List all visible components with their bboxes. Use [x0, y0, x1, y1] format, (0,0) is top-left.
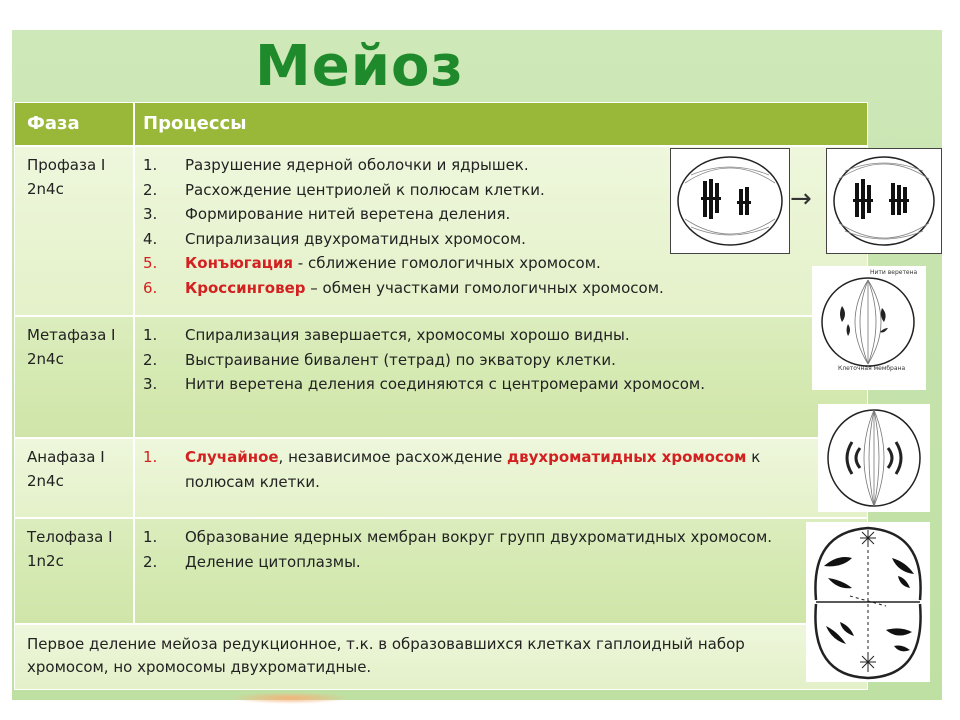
- spindle-label: Нити веретена: [870, 269, 918, 276]
- membrane-label: Клеточная мембрана: [838, 365, 906, 372]
- list-item: 4. Спирализация двухроматидных хромосом.: [143, 229, 526, 248]
- telophase-cell-diagram: [806, 522, 930, 682]
- list-item: 1. Разрушение ядерной оболочки и ядрышек.: [143, 156, 529, 174]
- process-list: [143, 323, 705, 397]
- process-list: [143, 525, 772, 574]
- arrow-icon: →: [790, 184, 812, 214]
- phase-formula: 1n2c: [27, 552, 64, 570]
- header-phase: Фаза: [27, 113, 80, 134]
- prophase-cell-diagram-1: [670, 148, 790, 254]
- footer-text: [27, 633, 807, 679]
- footer-line: Первое деление мейоза редукционное, т.к. в образовавшихся клетках гаплоидный набор: [27, 635, 745, 653]
- list-item: 5. Конъюгация - сближение гомологичных хромосом.: [143, 254, 601, 272]
- list-item: 1. Образование ядерных мембран вокруг групп двухроматидных хромосом.: [143, 528, 773, 546]
- header-processes: Процессы: [143, 113, 247, 134]
- phase-cell: [27, 445, 105, 493]
- footer-line: хромосом, но хромосомы двухроматидные.: [27, 658, 372, 676]
- list-item: 6. Кроссинговер – обмен участками гомологичных хромосом.: [143, 278, 664, 297]
- list-item: 2. Деление цитоплазмы.: [143, 552, 361, 571]
- prophase-cell-diagram-2: [826, 148, 942, 254]
- phase-formula: 2n4c: [27, 180, 64, 198]
- decorative-blob: [230, 692, 350, 704]
- phase-cell: [27, 153, 105, 201]
- list-item: 2. Выстраивание бивалент (тетрад) по экватору клетки.: [143, 350, 616, 369]
- list-item: 1. Спирализация завершается, хромосомы хорошо видны.: [143, 326, 630, 344]
- phase-name: Телофаза I: [27, 528, 113, 546]
- table-header: [15, 103, 867, 145]
- phase-cell: [27, 323, 115, 371]
- phase-name: Метафаза I: [27, 326, 116, 344]
- phase-formula: 2n4c: [27, 472, 64, 490]
- table-row-telophase: [15, 517, 867, 623]
- table-row-metaphase: [15, 315, 867, 437]
- phase-name: Профаза I: [27, 156, 106, 174]
- list-item: 3. Нити веретена деления соединяются с центромерами хромосом.: [143, 375, 705, 393]
- metaphase-cell-diagram: [812, 266, 926, 390]
- page-title: Мейоз: [255, 34, 464, 99]
- phase-name: Анафаза I: [27, 448, 105, 466]
- process-list: [143, 153, 664, 300]
- list-item: 1. Случайное, независимое расхождение двухроматидных хромосом к: [143, 448, 761, 466]
- list-item: 2. Расхождение центриолей к полюсам клетки.: [143, 180, 545, 199]
- table-footer: [15, 623, 867, 689]
- phase-formula: 2n4c: [27, 350, 64, 368]
- process-list: [143, 445, 760, 494]
- list-item: полюсам клетки.: [185, 472, 320, 491]
- table-row-anaphase: [15, 437, 867, 517]
- phase-cell: [27, 525, 113, 573]
- list-item: 3. Формирование нитей веретена деления.: [143, 205, 511, 223]
- anaphase-cell-diagram: [818, 404, 930, 512]
